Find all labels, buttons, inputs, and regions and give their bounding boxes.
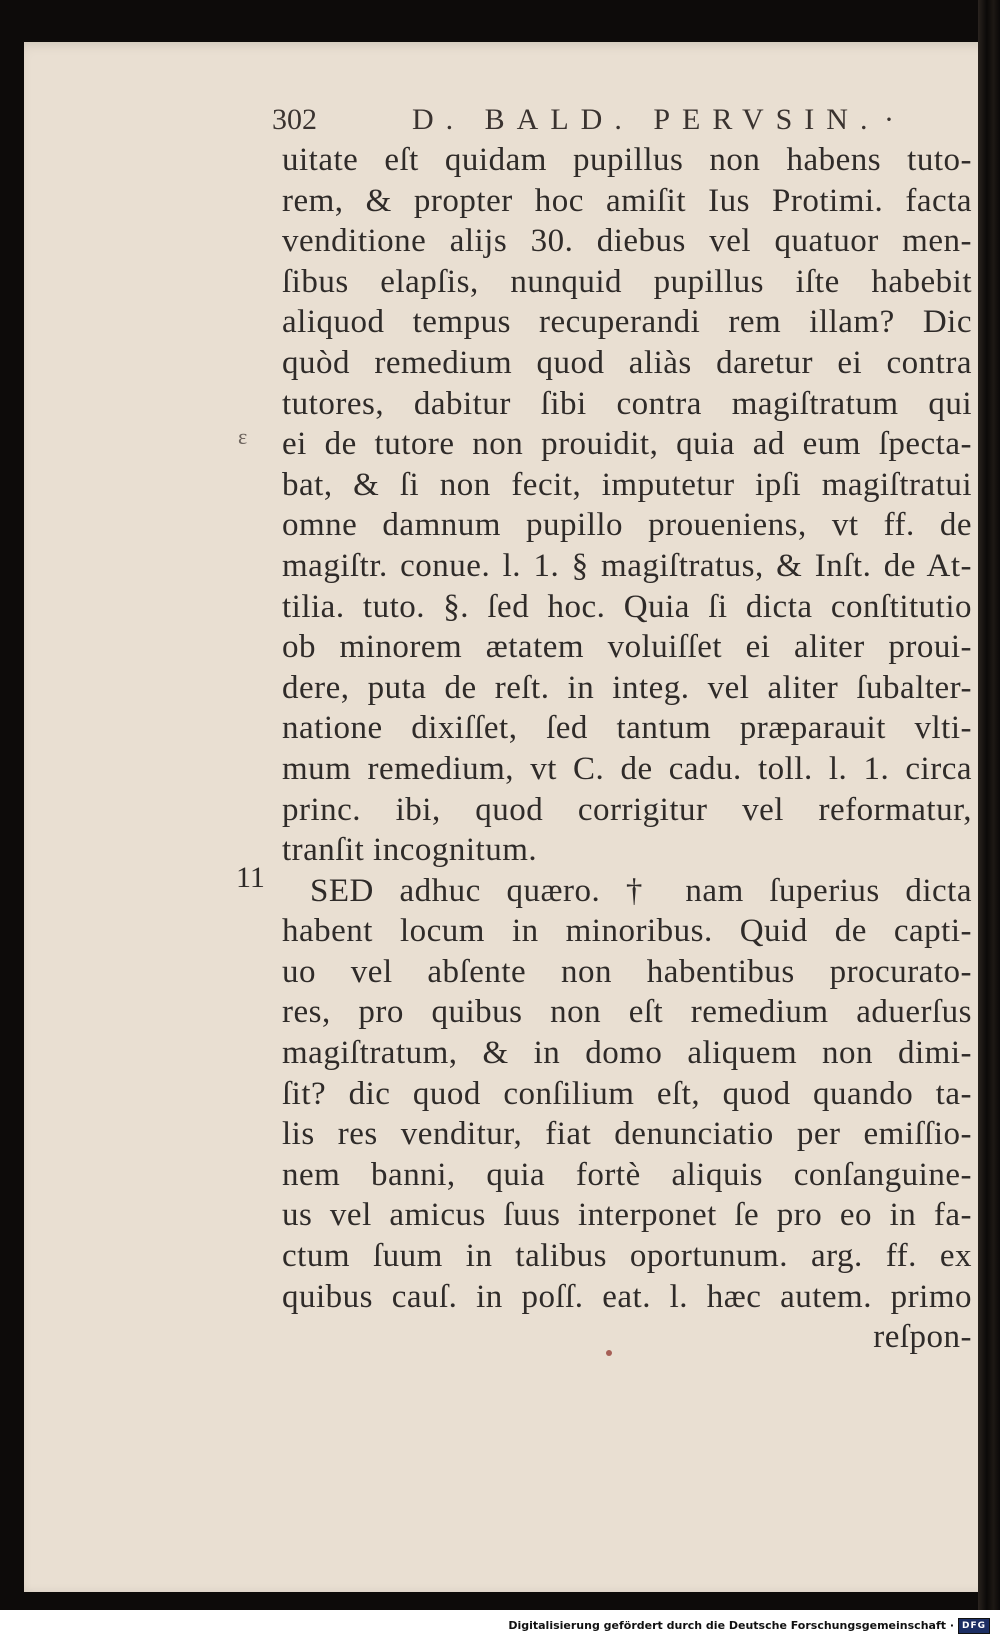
text-line: SED adhuc quæro. † nam ſuperius dicta	[310, 872, 972, 909]
text-line: quòd remedium quod aliàs daretur ei contra	[282, 344, 972, 381]
dfg-logo: DFG	[958, 1618, 990, 1634]
text-line: aliquod tempus recuperandi rem illam? Dic	[282, 304, 972, 341]
funding-notice: Digitalisierung gefördert durch die Deutsche Forschungsgemeinschaft ·	[508, 1619, 954, 1632]
text-line: ob minorem ætatem voluiſſet ei aliter proui-	[282, 629, 972, 666]
book-edge	[978, 0, 1000, 1610]
footer-bar	[0, 1610, 1000, 1641]
body-text	[282, 140, 972, 1358]
text-line: ſibus elapſis, nunquid pupillus iſte habebit	[282, 263, 972, 300]
text-line: dere, puta de reſt. in integ. vel aliter ſubalter-	[282, 669, 972, 706]
ink-spot	[606, 1350, 612, 1356]
running-title: D. BALD. PERVSIN.	[412, 103, 880, 136]
text-line: princ. ibi, quod corrigitur vel reformatur,	[282, 791, 972, 828]
text-line: rem, & propter hoc amiſit Ius Protimi. facta	[282, 182, 972, 219]
text-line: uitate eſt quidam pupillus non habens tuto-	[282, 142, 972, 178]
text-line: omne damnum pupillo proueniens, vt ff. de	[282, 507, 972, 544]
text-line: ei de tutore non prouidit, quia ad eum ſpecta-	[282, 426, 972, 463]
margin-mark: ɛ	[238, 424, 248, 449]
text-line: bat, & ſi non fecit, imputetur ipſi magiſtratui	[282, 466, 972, 503]
page-number: 302	[272, 103, 317, 136]
section-number: 11	[236, 861, 265, 894]
text-line: venditione alijs 30. diebus vel quatuor men-	[282, 223, 972, 260]
text-line: uo vel abſente non habentibus procurato-	[282, 953, 972, 990]
running-head	[272, 103, 912, 139]
text-line: us vel amicus ſuus interponet ſe pro eo in fa-	[282, 1197, 972, 1234]
text-line: tranſit incognitum.	[282, 832, 538, 869]
text-line: tilia. tuto. §. ſed hoc. Quia ſi dicta conſtitutio	[282, 588, 972, 625]
text-line: tutores, dabitur ſibi contra magiſtratum qui	[282, 385, 972, 422]
text-line: magiſtr. conue. l. 1. § magiſtratus, & Inſt. de At-	[282, 547, 972, 584]
text-line: ctum ſuum in talibus oportunum. arg. ff. ex	[282, 1238, 972, 1275]
text-line: habent locum in minoribus. Quid de capti-	[282, 913, 972, 950]
text-line: nem banni, quia fortè aliquis conſanguine-	[282, 1156, 972, 1193]
text-line: quibus cauſ. in poſſ. eat. l. hæc autem. primo	[282, 1278, 972, 1315]
text-line: res, pro quibus non eſt remedium aduerſus	[282, 994, 972, 1031]
text-line: lis res venditur, fiat denunciatio per emiſſio-	[282, 1116, 972, 1153]
text-line: ſit? dic quod conſilium eſt, quod quando ta-	[282, 1075, 972, 1112]
catchword: reſpon-	[873, 1319, 972, 1356]
running-head-ornament: ·	[884, 103, 894, 136]
text-line: magiſtratum, & in domo aliquem non dimi-	[282, 1035, 972, 1072]
text-line: natione dixiſſet, ſed tantum præparauit vlti-	[282, 710, 972, 747]
text-line: mum remedium, vt C. de cadu. toll. l. 1. circa	[282, 750, 972, 787]
